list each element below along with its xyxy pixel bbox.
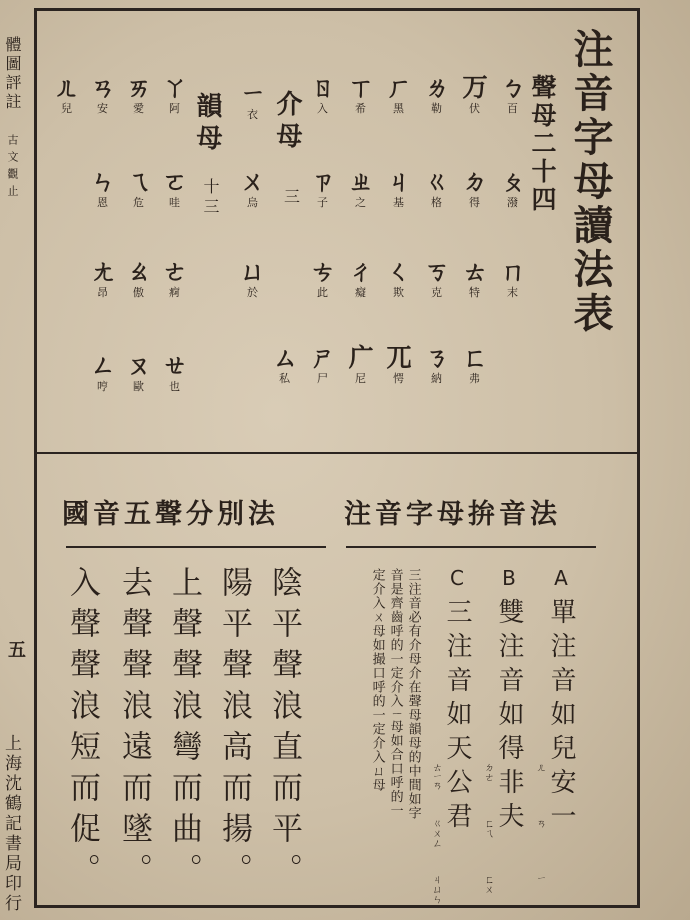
final-cell	[120, 74, 158, 116]
note-column: 三注音必有介母介在聲母韻母的中間如字	[405, 568, 421, 820]
initial-cell	[456, 168, 494, 210]
final-cell	[156, 258, 194, 300]
final-cell	[120, 352, 158, 394]
example-character: 衣	[247, 108, 259, 121]
final-cell	[156, 352, 194, 394]
initial-cell	[418, 168, 456, 210]
initial-cell	[456, 74, 494, 116]
final-cell	[84, 258, 122, 300]
initial-cell	[456, 344, 494, 386]
method-letter: C	[445, 566, 469, 598]
initial-cell	[380, 168, 418, 210]
initial-cell	[380, 258, 418, 300]
example-character: 潑	[507, 196, 519, 209]
phonetic-symbol: ㄅ	[500, 73, 526, 102]
phonetic-symbol: ㄔ	[348, 257, 374, 286]
phonetic-symbol: ㄧ	[240, 79, 266, 108]
final-cell	[84, 352, 122, 394]
medial-cell	[234, 168, 272, 210]
phonetic-symbol: ㄗ	[310, 167, 336, 196]
phonetic-annotation: ㄦ	[534, 762, 545, 772]
phonetic-symbol: ㄠ	[126, 257, 152, 286]
phonetic-annotation: ㄧ	[534, 874, 545, 882]
phonetic-symbol: ㄜ	[162, 257, 188, 286]
final-cell	[156, 168, 194, 210]
method-text: 雙注音如得非夫	[494, 598, 524, 836]
tones-title: 國音五聲分別法	[62, 499, 279, 530]
publisher-imprint: 上海沈鶴記書局印行	[1, 734, 21, 914]
phonetic-symbol: ㄛ	[162, 167, 188, 196]
phonetic-symbol: ㄣ	[90, 167, 116, 196]
note-column: 定介入ㄨ母如撮口呼的一定介入ㄩ母	[369, 568, 385, 792]
example-character: 哇	[169, 196, 181, 209]
initial-cell	[494, 258, 532, 300]
phonetic-annotation: ㄈㄟ	[482, 818, 493, 838]
example-character: 基	[393, 196, 405, 209]
example-character: 希	[355, 102, 367, 115]
example-character: 伏	[469, 102, 481, 115]
initial-cell	[380, 344, 418, 386]
phonetic-annotation: ㄍㄨㄥ	[430, 818, 441, 848]
method-letter: B	[497, 566, 521, 598]
phonetic-symbol: ㄒ	[348, 73, 374, 102]
example-character: 阿	[169, 102, 181, 115]
initial-cell	[266, 344, 304, 386]
phonetic-symbol: ㄫ	[386, 343, 412, 372]
section-divider	[34, 452, 640, 454]
example-character: 特	[469, 286, 481, 299]
spelling-title: 注音字母拚音法	[344, 499, 561, 530]
initial-cell	[342, 168, 380, 210]
medials-count: 三	[284, 187, 305, 206]
phonetic-symbol: ㄚ	[162, 73, 188, 102]
phonetic-annotation: ㄢ	[534, 818, 545, 828]
spelling-method-column	[444, 566, 470, 836]
phonetic-symbol: ㄈ	[462, 343, 488, 372]
initial-cell	[418, 258, 456, 300]
spelling-method-column	[548, 566, 574, 836]
phonetic-symbol: ㄇ	[500, 257, 526, 286]
example-character: 得	[469, 196, 481, 209]
phonetic-annotation: ㄉㄜ	[482, 762, 493, 782]
phonetic-symbol: ㄢ	[90, 73, 116, 102]
phonetic-symbol: ㄑ	[386, 257, 412, 286]
example-character: 子	[317, 196, 329, 209]
phonetic-symbol: ㄬ	[348, 343, 374, 372]
example-character: 也	[169, 380, 181, 393]
medial-cell	[234, 80, 272, 122]
initial-cell	[304, 344, 342, 386]
initial-cell	[418, 74, 456, 116]
tone-rule-column: 陰平聲浪直而平。	[266, 566, 302, 894]
spelling-method-column	[496, 566, 522, 836]
example-character: 哼	[97, 380, 109, 393]
phonetic-symbol: ㄦ	[54, 73, 80, 102]
final-cell	[120, 258, 158, 300]
tone-rule-column: 陽平聲浪高而揚。	[216, 566, 252, 894]
initial-cell	[494, 74, 532, 116]
initial-cell	[304, 168, 342, 210]
initial-cell	[342, 344, 380, 386]
example-character: 愕	[393, 372, 405, 385]
example-character: 昂	[97, 286, 109, 299]
example-character: 入	[317, 102, 329, 115]
phonetic-symbol: ㄪ	[462, 73, 488, 102]
example-character: 黑	[393, 102, 405, 115]
example-character: 末	[507, 286, 519, 299]
initial-cell	[342, 258, 380, 300]
tone-rule-column: 入聲聲浪短而促。	[64, 566, 100, 894]
final-cell	[84, 74, 122, 116]
note-column: 音是齊齒呼的一定介入ㄧ母如合口呼的一	[387, 568, 403, 818]
example-character: 格	[431, 196, 443, 209]
phonetic-symbol: ㄐ	[386, 167, 412, 196]
example-character: 安	[97, 102, 109, 115]
method-text: 三注音如天公君	[442, 598, 472, 836]
spelling-title-underline	[346, 546, 596, 548]
example-character: 烏	[247, 196, 259, 209]
example-character: 痾	[169, 286, 181, 299]
series-title-text: 體圖評註	[3, 36, 22, 112]
example-character: 弗	[469, 372, 481, 385]
phonetic-symbol: ㄤ	[90, 257, 116, 286]
method-letter: A	[549, 566, 573, 598]
phonetic-symbol: ㄥ	[90, 351, 116, 380]
example-character: 尸	[317, 372, 329, 385]
example-character: 尼	[355, 372, 367, 385]
final-cell	[120, 168, 158, 210]
phonetic-symbol: ㄙ	[272, 343, 298, 372]
phonetic-symbol: ㄕ	[310, 343, 336, 372]
phonetic-annotation: ㄊㄧㄢ	[430, 762, 441, 790]
phonetic-symbol: ㄨ	[240, 167, 266, 196]
phonetic-symbol: ㄍ	[424, 167, 450, 196]
margin-series-title	[4, 36, 20, 202]
phonetic-symbol: ㄆ	[500, 167, 526, 196]
final-cell	[156, 74, 194, 116]
table-title: 注音字母讀法表	[567, 28, 614, 336]
example-character: 私	[279, 372, 291, 385]
medials-label: 介母	[272, 90, 302, 154]
phonetic-symbol: ㄟ	[126, 167, 152, 196]
phonetic-symbol: ㄩ	[240, 257, 266, 286]
example-character: 欺	[393, 286, 405, 299]
initial-cell	[418, 344, 456, 386]
initial-cell	[456, 258, 494, 300]
phonetic-symbol: ㄘ	[310, 257, 336, 286]
tone-rule-column: 去聲聲浪遠而墜。	[116, 566, 152, 894]
initial-cell	[304, 74, 342, 116]
example-character: 傲	[133, 286, 145, 299]
phonetic-symbol: ㄝ	[162, 351, 188, 380]
phonetic-symbol: ㄊ	[462, 257, 488, 286]
tone-rule-column: 上聲聲浪彎而曲。	[166, 566, 202, 894]
method-text: 單注音如兒安一	[546, 598, 576, 836]
example-character: 此	[317, 286, 329, 299]
example-character: 百	[507, 102, 519, 115]
tones-title-underline	[66, 546, 326, 548]
phonetic-symbol: ㄎ	[424, 257, 450, 286]
phonetic-symbol: ㄉ	[462, 167, 488, 196]
phonetic-symbol: ㄌ	[424, 73, 450, 102]
example-character: 癡	[355, 286, 367, 299]
example-character: 克	[431, 286, 443, 299]
finals-label: 韻母	[192, 92, 222, 156]
example-character: 之	[355, 196, 367, 209]
phonetic-symbol: ㄡ	[126, 351, 152, 380]
example-character: 歐	[133, 380, 145, 393]
example-character: 愛	[133, 102, 145, 115]
example-character: 危	[133, 196, 145, 209]
example-character: 勒	[431, 102, 443, 115]
phonetic-annotation: ㄈㄨ	[482, 874, 493, 894]
example-character: 恩	[97, 196, 109, 209]
phonetic-annotation: ㄐㄩㄣ	[430, 874, 441, 904]
example-character: 納	[431, 372, 443, 385]
phonetic-symbol: ㄞ	[126, 73, 152, 102]
medial-cell	[234, 258, 272, 300]
initial-cell	[380, 74, 418, 116]
phonetic-symbol: ㄓ	[348, 167, 374, 196]
initials-heading: 聲母二十四	[528, 74, 557, 214]
phonetic-symbol: ㄋ	[424, 343, 450, 372]
phonetic-symbol: ㄏ	[386, 73, 412, 102]
phonetic-symbol: ㄖ	[310, 73, 336, 102]
initial-cell	[494, 168, 532, 210]
initial-cell	[304, 258, 342, 300]
final-cell	[84, 168, 122, 210]
initial-cell	[342, 74, 380, 116]
example-character: 於	[247, 286, 259, 299]
page-number: 五	[8, 640, 26, 661]
finals-count: 十三	[201, 178, 220, 218]
series-subtitle-text: 古文觀止	[6, 134, 19, 202]
example-character: 兒	[61, 102, 73, 115]
final-cell	[48, 74, 86, 116]
